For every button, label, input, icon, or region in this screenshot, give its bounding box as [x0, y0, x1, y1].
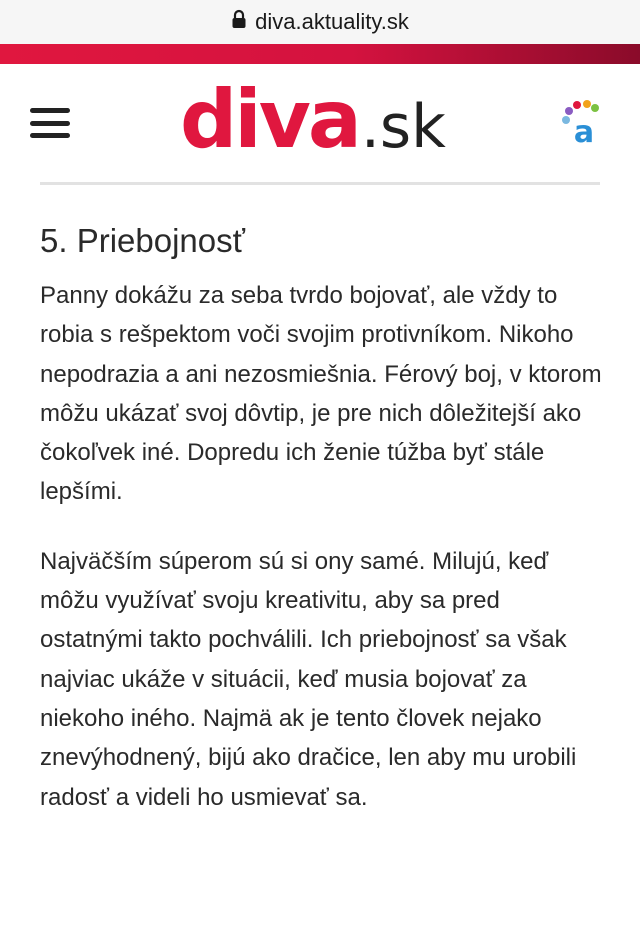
browser-address-bar[interactable] — [0, 0, 640, 44]
site-header — [0, 64, 640, 182]
lock-icon — [231, 9, 247, 35]
hamburger-line — [30, 121, 70, 126]
section-heading: 5. Priebojnosť — [40, 222, 245, 259]
aktuality-app-icon[interactable] — [560, 100, 604, 144]
logo-domain-text: .sk — [360, 92, 446, 162]
browser-url[interactable]: diva.aktuality.sk — [255, 9, 409, 34]
article-paragraph: Panny dokážu za seba tvrdo bojovať, ale vždy to robia s rešpektom voči svojim protivníkom. Nikoho nepodrazia a ani nezosmiešnia. Férový boj, v ktorom môžu ukázať svoj dôvtip, je pre nich dôležitejší ako čokoľvek iné. Dopredu ich ženie túžba byť stále lepšími. — [40, 282, 602, 506]
header-divider — [40, 182, 600, 185]
site-logo[interactable] — [180, 73, 446, 166]
logo-brand-text: diva — [180, 73, 359, 166]
svg-text:a: a — [573, 115, 595, 144]
hamburger-line — [30, 133, 70, 138]
hamburger-line — [30, 108, 70, 113]
article-paragraph: Najväčším súperom sú si ony samé. Milujú, keď môžu využívať svoju kreativitu, aby sa pred ostatnými takto pochválili. Ich priebojnosť sa však najviac ukáže v situácii, keď musia bojovať za niekoho iného. Najmä ak je tento človek nejako znevýhodnený, bijú ako dračice, len aby mu urobili radosť a videli ho usmievať sa. — [40, 547, 577, 811]
brand-accent-bar — [0, 44, 640, 64]
hamburger-menu-icon[interactable] — [30, 108, 70, 138]
article-content — [40, 218, 605, 847]
